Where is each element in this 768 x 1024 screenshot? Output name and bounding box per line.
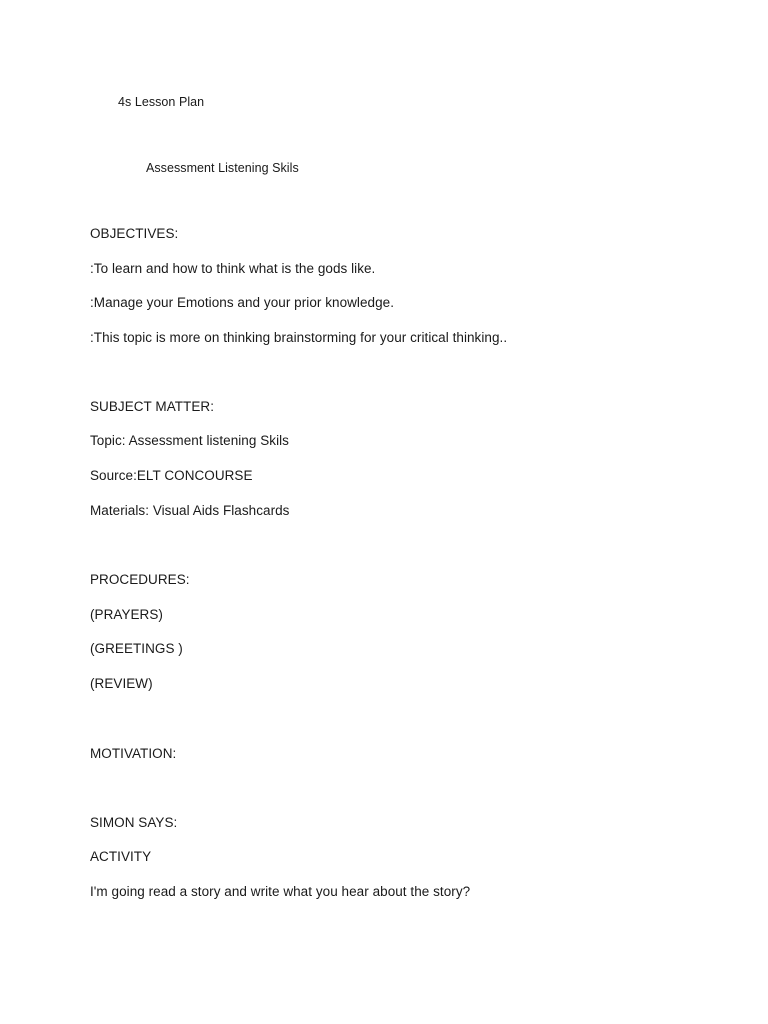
objectives-heading: OBJECTIVES: [90,226,179,241]
subject-matter-heading: SUBJECT MATTER: [90,399,215,414]
simon-says-heading: SIMON SAYS: [90,815,178,830]
subject-source: Source:ELT CONCOURSE [90,468,253,483]
procedure-item: (PRAYERS) [90,607,163,622]
procedures-heading: PROCEDURES: [90,572,190,587]
subject-topic: Topic: Assessment listening Skils [90,433,289,448]
objective-item: :This topic is more on thinking brainstorming for your critical thinking.. [90,330,508,345]
procedure-item: (GREETINGS ) [90,641,183,656]
subject-materials: Materials: Visual Aids Flashcards [90,503,290,518]
lesson-plan-title: 4s Lesson Plan [118,95,205,109]
objective-item: :To learn and how to think what is the gods like. [90,261,376,276]
procedure-item: (REVIEW) [90,676,153,691]
motivation-heading: MOTIVATION: [90,746,177,761]
activity-heading: ACTIVITY [90,849,152,864]
objective-item: :Manage your Emotions and your prior knowledge. [90,295,395,310]
lesson-plan-subtitle: Assessment Listening Skils [146,161,299,175]
activity-text: I'm going read a story and write what you hear about the story? [90,884,471,899]
